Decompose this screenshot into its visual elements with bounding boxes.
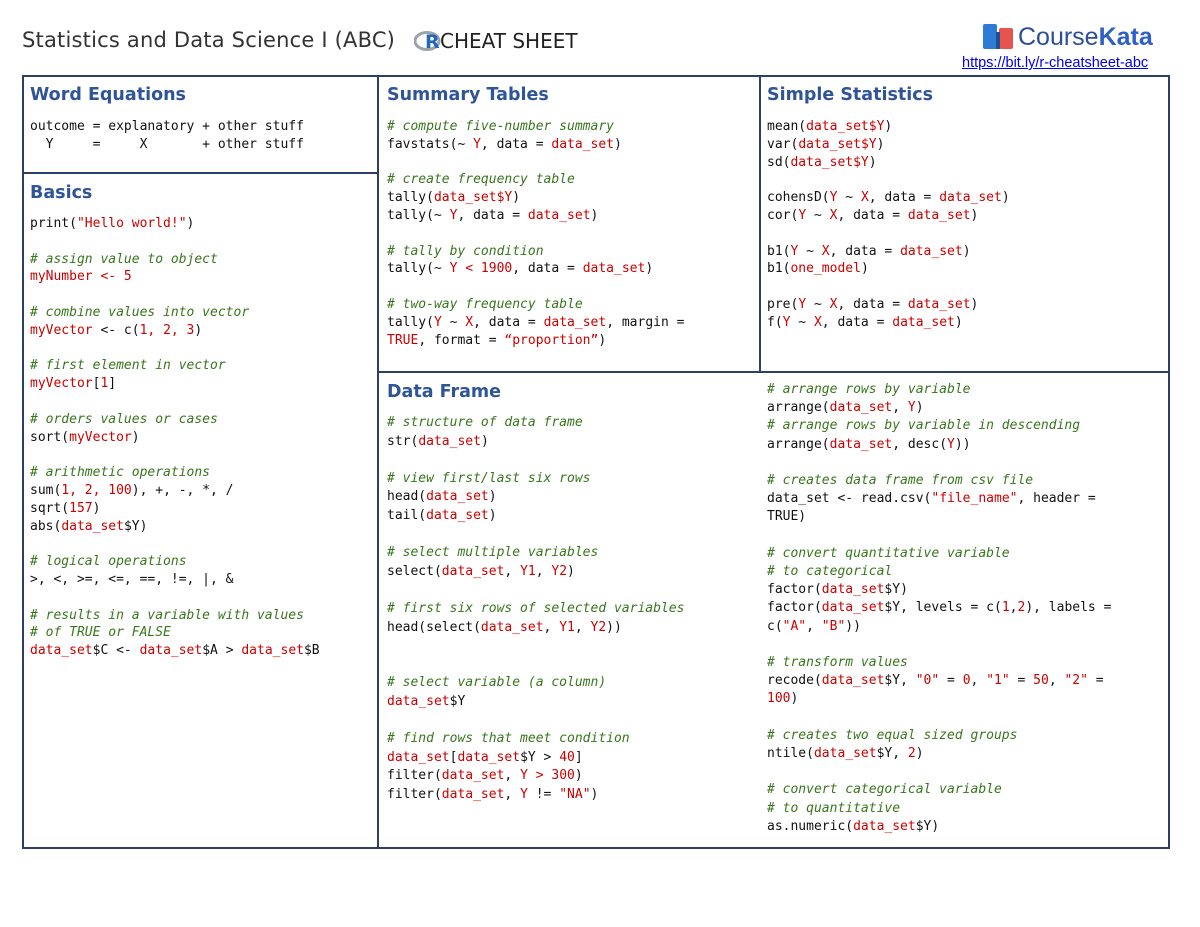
code-value: data_set: [821, 673, 885, 689]
code-value: data_set: [241, 643, 304, 659]
code-value: data_set: [61, 518, 124, 534]
cheatsheet-link[interactable]: https://bit.ly/r-cheatsheet-abc: [962, 55, 1149, 71]
code-value: 1, 2, 100: [61, 482, 132, 498]
code-value: data_set: [387, 693, 450, 709]
code-text: ): [970, 207, 979, 223]
page-title: Statistics and Data Science I (ABC): [22, 28, 396, 52]
code-value: 40: [559, 749, 575, 765]
code-value: myVector: [30, 322, 93, 338]
code-value: data_set: [798, 136, 861, 152]
code-text: ~: [806, 207, 830, 223]
code-text: tally(: [387, 190, 434, 206]
code-text: , desc(: [892, 436, 948, 452]
code-text: data_set <- read.csv(: [767, 491, 932, 507]
code-value: data_set: [551, 136, 614, 152]
code-text: ): [131, 429, 140, 445]
code-value: data_set: [907, 207, 971, 223]
code-text: tally(~: [387, 261, 450, 277]
code-value: data_set: [387, 749, 450, 765]
data-frame-heading: Data Frame: [387, 382, 501, 402]
code-text: $Y,: [884, 673, 916, 689]
code-text: tail(: [387, 507, 427, 523]
code-text: ): [488, 507, 497, 523]
code-text: , data =: [473, 314, 544, 330]
code-text: !=: [527, 786, 560, 802]
code-value: Y: [520, 786, 528, 802]
code-comment: # creates two equal sized groups: [767, 727, 1018, 743]
code-comment: # select variable (a column): [387, 675, 607, 691]
code-text: =: [1009, 673, 1034, 689]
code-value: Y: [782, 314, 791, 330]
code-comment: # arrange rows by variable: [767, 382, 971, 397]
code-value: X: [860, 190, 869, 206]
code-text: outcome = explanatory + other stuff: [30, 119, 304, 134]
code-comment: # combine values into vector: [30, 304, 250, 320]
code-text: [: [449, 749, 458, 765]
code-value: 0: [962, 673, 971, 689]
code-value: Y < 1900: [449, 261, 513, 277]
code-text: c(: [767, 618, 783, 634]
bottom-border: [22, 847, 1170, 849]
top-border: [22, 75, 1170, 77]
code-text: ~: [790, 314, 814, 330]
code-text: ): [488, 489, 497, 505]
code-value: data_set: [582, 261, 646, 277]
code-text: ): [194, 322, 203, 338]
code-text: str(: [387, 433, 419, 449]
code-value: data_set: [892, 314, 955, 330]
code-text: =: [939, 673, 963, 689]
code-value: 1, 2, 3: [139, 322, 195, 338]
r-cheat-sheet-logo: [414, 28, 578, 54]
code-comment: # transform values: [767, 655, 908, 671]
code-value: 157: [69, 500, 93, 516]
code-comment: # orders values or cases: [30, 411, 218, 427]
code-value: Y: [473, 136, 481, 152]
code-value: $Y: [496, 190, 513, 206]
code-comment: # find rows that meet condition: [387, 731, 630, 747]
code-value: myVector: [69, 429, 132, 445]
code-comment: # view first/last six rows: [387, 470, 591, 486]
code-comment: # first six rows of selected variables: [387, 600, 685, 616]
basics-code: [30, 215, 320, 660]
code-text: sd(: [767, 154, 791, 170]
code-text: arrange(: [767, 400, 830, 416]
code-value: 100: [767, 691, 791, 707]
code-value: 50: [1033, 673, 1049, 689]
code-text: ): [915, 400, 924, 416]
code-text: , data =: [821, 314, 893, 330]
code-value: data_set: [829, 400, 893, 416]
code-comment: # tally by condition: [387, 243, 544, 259]
code-value: Y: [907, 400, 916, 416]
code-value: data_set: [441, 563, 505, 579]
code-text: ,: [892, 400, 908, 416]
code-text: ,: [543, 619, 560, 635]
code-text: ): [1001, 190, 1010, 206]
code-text: tally(~: [387, 207, 450, 223]
code-value: data_set: [907, 296, 971, 312]
code-value: X: [829, 207, 838, 223]
word-equations-heading: Word Equations: [30, 85, 186, 105]
word-equations-divider: [22, 172, 379, 174]
code-value: 2: [1017, 600, 1026, 616]
code-text: >, <, >=, <=, ==, !=, |, &: [30, 571, 234, 587]
code-text: head(select(: [387, 619, 481, 635]
code-text: ~: [806, 296, 830, 312]
code-text: ,: [535, 563, 552, 579]
code-text: $Y): [884, 582, 908, 598]
code-value: 1: [100, 376, 109, 392]
code-text: b1(: [767, 261, 791, 277]
code-value: Y2: [590, 619, 607, 635]
code-value: Y1: [559, 619, 575, 635]
code-value: $Y: [853, 154, 869, 170]
code-value: data_set: [806, 119, 869, 134]
code-value: data_set: [790, 154, 854, 170]
code-text: <- c(: [92, 322, 140, 338]
code-text: , format =: [418, 332, 505, 348]
code-value: data_set: [821, 600, 885, 616]
brand-course: Course: [1018, 22, 1099, 51]
code-text: var(: [767, 136, 799, 152]
code-text: ), labels =: [1025, 600, 1112, 616]
code-value: "file_name": [931, 491, 1018, 507]
code-comment: # creates data frame from csv file: [767, 473, 1034, 489]
code-comment: # of TRUE or FALSE: [30, 625, 171, 641]
code-text: )): [606, 619, 622, 635]
code-value: data_set: [441, 768, 505, 784]
code-value: Y: [449, 207, 458, 223]
code-text: ~: [837, 190, 861, 206]
code-text: ): [590, 786, 599, 802]
code-value: data_set: [813, 746, 877, 762]
code-text: $C <-: [92, 643, 140, 659]
code-value: data_set: [139, 643, 203, 659]
code-value: Y: [798, 207, 807, 223]
code-text: abs(: [30, 518, 62, 534]
code-comment: # arrange rows by variable in descending: [767, 418, 1081, 434]
code-text: , data =: [480, 136, 552, 152]
code-text: $Y >: [520, 749, 560, 765]
code-value: data_set: [527, 207, 591, 223]
code-value: X: [813, 314, 822, 330]
code-value: $Y: [868, 119, 885, 134]
basics-heading: Basics: [30, 183, 93, 203]
code-comment: # compute five-number summary: [387, 119, 614, 134]
data-frame-divider: [377, 371, 1170, 373]
code-value: Y > 300: [520, 768, 575, 784]
code-text: sum(: [30, 482, 62, 498]
code-text: ): [970, 296, 979, 312]
code-text: ): [574, 768, 583, 784]
code-value: Y: [790, 243, 799, 259]
code-text: f(: [767, 314, 783, 330]
brand-kata: Kata: [1098, 22, 1153, 51]
code-value: $Y: [860, 136, 877, 152]
code-value: "Hello world!": [76, 216, 187, 231]
code-text: tally(: [387, 314, 434, 330]
data-frame-code-right: [767, 381, 1111, 836]
code-text: print(: [30, 216, 77, 231]
code-value: TRUE: [387, 332, 419, 348]
code-text: arrange(: [767, 436, 830, 452]
r-logo-letter: R: [425, 31, 440, 53]
code-text: ): [884, 119, 893, 134]
code-text: , header =: [1017, 491, 1096, 507]
code-text: ,: [1009, 600, 1018, 616]
code-value: "NA": [559, 786, 591, 802]
code-value: one_model: [790, 261, 861, 277]
code-value: "A": [782, 618, 807, 634]
code-text: Y = X + other stuff: [30, 136, 304, 152]
left-border: [22, 75, 24, 849]
column-divider-1: [377, 75, 379, 849]
coursekata-book-icon: [982, 22, 1014, 52]
code-value: data_set: [418, 433, 481, 449]
code-text: factor(: [767, 582, 822, 598]
code-text: ): [590, 207, 599, 223]
code-comment: # to categorical: [767, 564, 893, 580]
code-text: cor(: [767, 207, 799, 223]
code-text: sqrt(: [30, 500, 70, 516]
code-text: as.numeric(: [767, 818, 854, 834]
code-comment: # convert quantitative variable: [767, 545, 1010, 561]
code-text: select(: [387, 563, 442, 579]
cheat-sheet-label: CHEAT SHEET: [440, 29, 578, 53]
code-text: ): [598, 332, 607, 348]
code-value: data_set: [457, 749, 521, 765]
coursekata-brand: [982, 22, 1153, 52]
code-value: data_set: [426, 489, 489, 505]
right-border: [1168, 75, 1170, 849]
code-text: filter(: [387, 786, 442, 802]
code-text: ), +, -, *, /: [131, 482, 234, 498]
code-value: Y1: [520, 563, 536, 579]
code-value: myNumber <- 5: [30, 269, 132, 285]
code-text: mean(: [767, 119, 807, 134]
code-value: X: [465, 314, 474, 330]
code-text: ,: [504, 786, 521, 802]
code-text: ): [480, 433, 489, 449]
code-value: data_set: [426, 507, 489, 523]
code-text: , data =: [837, 296, 908, 312]
code-text: favstats(~: [387, 136, 474, 152]
code-text: ): [645, 261, 654, 277]
code-text: ,: [1048, 673, 1065, 689]
code-text: b1(: [767, 243, 791, 259]
simple-statistics-heading: Simple Statistics: [767, 85, 934, 105]
code-text: head(: [387, 489, 427, 505]
code-text: $Y,: [876, 746, 908, 762]
code-text: ntile(: [767, 746, 814, 762]
code-text: ~: [798, 243, 822, 259]
code-text: $A >: [202, 643, 242, 659]
code-text: $Y): [915, 818, 940, 834]
code-value: "1": [986, 673, 1010, 689]
code-comment: # create frequency table: [387, 172, 575, 188]
code-text: , data =: [829, 243, 901, 259]
code-text: =: [1087, 673, 1104, 689]
code-value: 1: [1001, 600, 1010, 616]
code-text: ~: [441, 314, 466, 330]
data-frame-code-left: [387, 414, 684, 804]
code-text: ): [567, 563, 575, 579]
code-value: data_set: [441, 786, 505, 802]
code-text: ,: [504, 768, 521, 784]
code-value: data_set: [480, 619, 544, 635]
code-text: sort(: [30, 429, 70, 445]
code-text: ,: [504, 563, 521, 579]
simple-statistics-code: [767, 118, 1010, 332]
code-comment: # first element in vector: [30, 358, 226, 374]
code-text: ): [790, 691, 799, 707]
code-text: ): [962, 243, 971, 259]
code-comment: # two-way frequency table: [387, 296, 583, 312]
summary-tables-heading: Summary Tables: [387, 85, 549, 105]
code-text: ): [954, 314, 963, 330]
code-text: ): [860, 261, 869, 277]
code-text: ): [512, 190, 521, 206]
code-text: )): [954, 436, 971, 452]
code-text: [: [92, 376, 101, 392]
code-text: $Y: [449, 693, 466, 709]
code-text: , data =: [837, 207, 908, 223]
code-text: cohensD(: [767, 190, 830, 206]
code-text: pre(: [767, 296, 799, 312]
column-divider-2: [759, 75, 761, 372]
code-text: factor(: [767, 600, 822, 616]
code-value: Y: [947, 436, 955, 452]
code-text: , data =: [512, 261, 583, 277]
code-value: "B": [821, 618, 846, 634]
code-text: TRUE): [767, 509, 807, 525]
code-comment: # to quantitative: [767, 800, 901, 816]
code-text: ]: [108, 376, 117, 392]
code-comment: # structure of data frame: [387, 415, 583, 430]
code-text: ): [915, 746, 924, 762]
code-comment: # assign value to object: [30, 251, 218, 267]
code-text: ): [186, 216, 195, 231]
code-value: "0": [915, 673, 940, 689]
code-value: myVector: [30, 376, 93, 392]
code-text: filter(: [387, 768, 442, 784]
code-comment: # logical operations: [30, 554, 187, 570]
code-value: data_set: [829, 436, 893, 452]
code-text: )): [845, 618, 861, 634]
code-value: data_set: [900, 243, 963, 259]
code-value: X: [821, 243, 830, 259]
code-value: Y: [433, 314, 442, 330]
code-text: $Y, levels = c(: [884, 600, 1002, 616]
code-text: ,: [806, 618, 822, 634]
code-text: ): [614, 136, 622, 152]
code-value: Y: [798, 296, 807, 312]
code-text: $B: [303, 643, 320, 659]
code-text: ): [92, 500, 101, 516]
code-text: recode(: [767, 673, 822, 689]
code-comment: # convert categorical variable: [767, 782, 1002, 798]
code-value: data_set: [543, 314, 607, 330]
code-value: data_set: [433, 190, 497, 206]
code-value: X: [829, 296, 838, 312]
code-comment: # select multiple variables: [387, 545, 599, 561]
code-text: , margin =: [606, 314, 685, 330]
code-text: , data =: [868, 190, 940, 206]
code-value: data_set: [853, 818, 916, 834]
code-comment: # arithmetic operations: [30, 465, 211, 481]
code-value: data_set: [821, 582, 885, 598]
code-value: 2: [907, 746, 916, 762]
code-value: data_set: [939, 190, 1002, 206]
code-text: ,: [574, 619, 591, 635]
code-text: ,: [970, 673, 987, 689]
code-text: ): [868, 154, 877, 170]
code-text: ): [876, 136, 885, 152]
code-comment: # results in a variable with values: [30, 607, 304, 623]
code-value: "2": [1064, 673, 1088, 689]
word-equations-code: [30, 118, 304, 154]
code-text: $Y): [123, 518, 148, 534]
code-value: Y: [829, 190, 838, 206]
code-value: data_set: [30, 643, 93, 659]
code-text: , data =: [457, 207, 528, 223]
code-value: Y2: [551, 563, 568, 579]
summary-tables-code: [387, 118, 684, 349]
code-value: “proportion”: [504, 332, 599, 348]
code-text: ]: [574, 749, 583, 765]
